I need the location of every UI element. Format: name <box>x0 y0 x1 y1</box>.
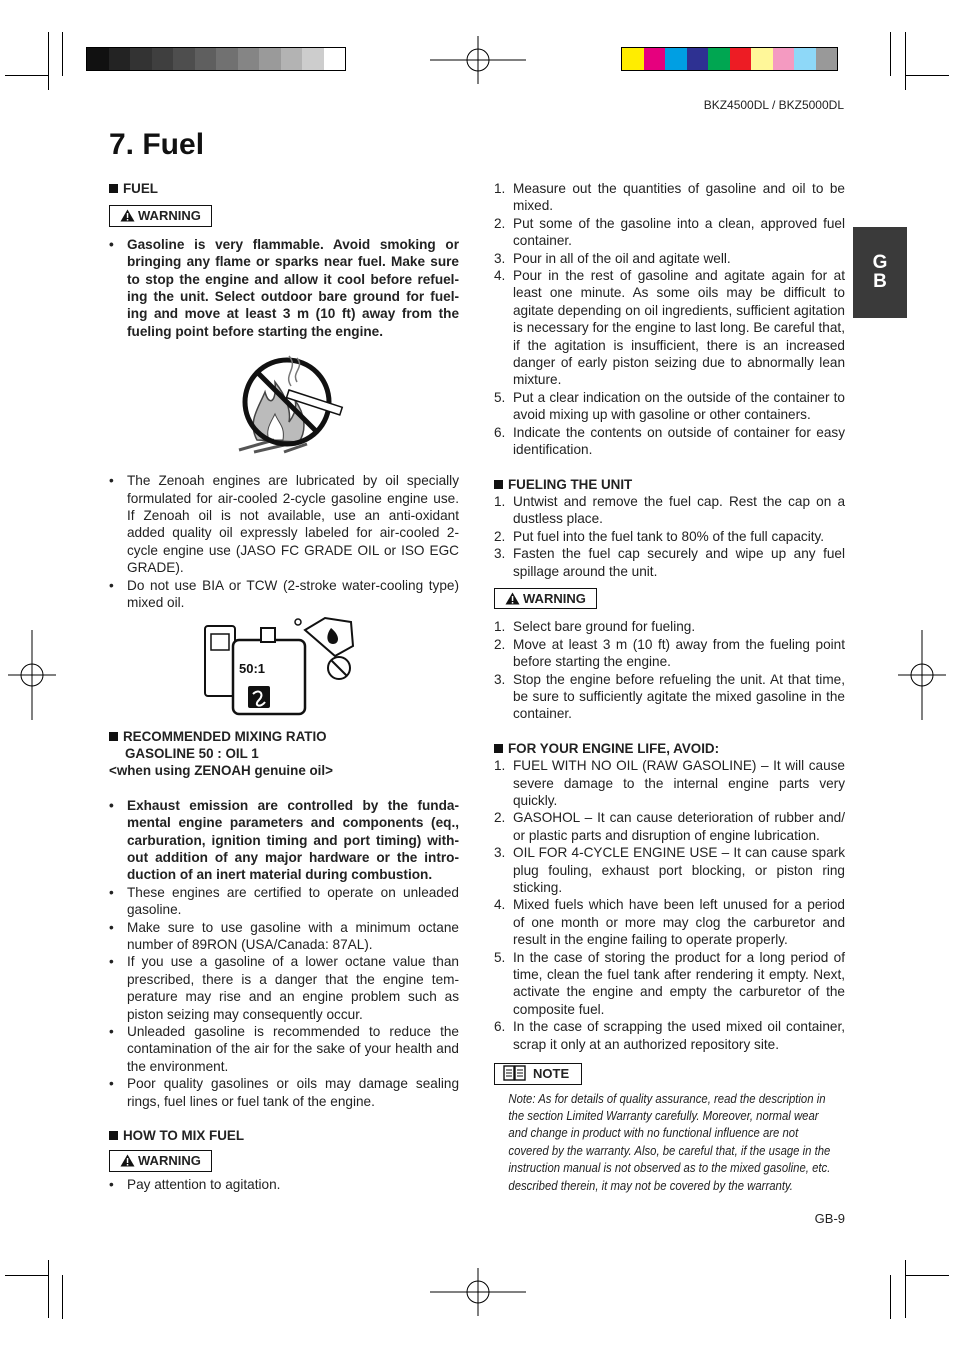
color-swatch <box>730 48 752 70</box>
list-item: 1. Untwist and remove the fuel cap. Rest the cap on a dustless place. <box>494 493 845 527</box>
list-item: 4. Pour in the rest of gasoline and agitate again for at least one minute. As some oils may be difficult to agitate depending on oil ingredients, sufficient agitation is necessary for the engine to last long. Be careful that, if the agitation is insufficient, there is an increased danger of early piston seizing due to abnormally lean mixture. <box>494 268 845 388</box>
color-swatch <box>152 48 174 70</box>
right-column <box>494 180 845 1195</box>
list-item: 4. Mixed fuels which have been left unused for a period of one month or more may clog the carburetor and result in the engine failing to operate properly. <box>494 897 845 948</box>
list-item: 2. Put fuel into the fuel tank to 80% of the full capacity. <box>494 528 825 544</box>
list-item: • Exhaust emission are controlled by the funda-mental engine parameters and components (eq., carburation, ignition timing and port timing) with-out addition of any major hardware or the intro-duction of an inert material during combustion. <box>109 797 459 884</box>
list-item: 1. Measure out the quantities of gasoline and oil to be mixed. <box>494 181 845 214</box>
color-bar <box>621 47 838 71</box>
note-label: NOTE <box>494 1063 582 1084</box>
list-item: 1. FUEL WITH NO OIL (RAW GASOLINE) – It will cause severe damage to the internal engine parts very quickly. <box>494 758 845 808</box>
mix-steps-list <box>494 180 845 459</box>
oil-list <box>109 472 459 611</box>
how-to-mix-heading: HOW TO MIX FUEL <box>109 1127 459 1144</box>
color-swatch <box>324 48 346 70</box>
list-item: 2. Move at least 3 m (10 ft) away from the fueling point before starting the engine. <box>494 636 845 670</box>
color-swatch <box>87 48 109 70</box>
list-item: 5. In the case of storing the product for a long period of time, clean the fuel tank after rendering it empty. Next, activate the engine and empty the carburetor of the composite fuel. <box>494 949 845 1017</box>
color-swatch <box>794 48 816 70</box>
list-item: • The Zenoah engines are lubricated by oil specially formulated for air-cooled 2-cycle gasoline engine use. If Zenoah oil is not available, use an anti-oxidant added quality oil expressly labeled for air-cooled 2-cycle engine use (JASO FC GRADE OIL or ISO EGC GRADE). <box>109 472 459 576</box>
list-item: 5. Put a clear indication on the outside of the container to avoid mixing up with gasoline or other containers. <box>494 389 845 423</box>
color-swatch <box>622 48 644 70</box>
list-item: 2. Put some of the gasoline into a clean, approved fuel container. <box>494 215 845 249</box>
color-swatch <box>302 48 324 70</box>
list-item: 3. Pour in all of the oil and agitate well. <box>494 250 731 266</box>
avoid-list <box>494 757 845 1053</box>
language-tab: G B <box>853 227 907 318</box>
mixing-ratio-note: <when using ZENOAH genuine oil> <box>109 763 333 779</box>
mix-warning-list <box>109 1176 459 1193</box>
note-book-icon <box>503 1065 527 1081</box>
color-swatch <box>109 48 131 70</box>
color-swatch <box>259 48 281 70</box>
list-item: 3. Fasten the fuel cap securely and wipe up any fuel spillage around the unit. <box>494 546 845 579</box>
list-item: 3. Stop the engine before refueling the unit. At that time, be sure to sufficiently agitate the mixed gasoline in the container. <box>494 671 845 722</box>
color-swatch <box>816 48 838 70</box>
mixing-ratio-value: GASOLINE 50 : OIL 1 <box>125 745 259 761</box>
list-item: • Pay attention to agitation. <box>109 1176 459 1193</box>
list-item: • Gasoline is very flammable. Avoid smoking or bringing any flame or sparks near fuel. Make sure to stop the engine and allow it cool before refuel-ing the unit. Select outdoor bare ground for fuel-ing and move at least 3 m (10 ft) away from the fueling point before starting the engine. <box>109 236 459 340</box>
color-swatch <box>644 48 666 70</box>
color-swatch <box>195 48 217 70</box>
fuel-heading: FUEL <box>109 180 459 197</box>
registration-mark-right <box>898 630 946 720</box>
color-swatch <box>238 48 260 70</box>
note-text: Note: As for details of quality assurance, read the description in the section Limited Warranty carefully. Moreover, normal wear and change in product with no functional influence are not covered by the warranty. Also, be careful that, if the usage in the instruction manual is not observed as to the mixed gasoline, etc. described therein, it may not be covered by the warranty. <box>508 1091 831 1193</box>
color-swatch <box>687 48 709 70</box>
fueling-steps-list <box>494 493 845 580</box>
color-swatch <box>751 48 773 70</box>
list-item: 6. Indicate the contents on outside of container for easy identification. <box>494 424 845 458</box>
list-item: • These engines are certified to operate on unleaded gasoline. <box>109 884 459 919</box>
color-swatch <box>665 48 687 70</box>
grayscale-bar <box>86 47 346 71</box>
list-item: 6. In the case of scrapping the used mixed oil container, scrap it only at an authorized repository site. <box>494 1019 845 1052</box>
mix-warning-label: WARNING <box>109 1150 212 1171</box>
list-item: 2. GASOHOL – It can cause deterioration of rubber and/ or plastic parts and disruption of engine lubrication. <box>494 810 845 843</box>
color-swatch <box>773 48 795 70</box>
list-item: • Poor quality gasolines or oils may damage sealing rings, fuel lines or fuel tank of the engine. <box>109 1075 459 1110</box>
list-item: 1. Select bare ground for fueling. <box>494 619 696 635</box>
warning-triangle-icon <box>505 592 520 605</box>
model-number: BKZ4500DL / BKZ5000DL <box>703 98 844 112</box>
color-swatch <box>708 48 730 70</box>
registration-mark-top <box>430 36 526 84</box>
warning-triangle-icon <box>120 209 135 222</box>
list-item: • Unleaded gasoline is recommended to reduce the contamination of the air for the sake of your health and the environment. <box>109 1023 459 1075</box>
list-item: 3. OIL FOR 4-CYCLE ENGINE USE – It can cause spark plug fouling, exhaust port blocking, or piston ring sticking. <box>494 845 845 896</box>
fuel-can-icon <box>203 616 363 716</box>
list-item: • If you use a gasoline of a lower octane value than prescribed, there is a danger that the engine tem-perature may rise and an engine problem such as piston seizing may consequently occur. <box>109 953 459 1023</box>
emission-bold-list <box>109 797 459 884</box>
fuel-warning-list <box>109 236 459 340</box>
warning-triangle-icon <box>120 1154 135 1167</box>
registration-mark-left <box>8 630 56 720</box>
fueling-warning-list <box>494 618 845 722</box>
fueling-warning-label: WARNING <box>494 588 597 609</box>
mixing-ratio-heading: RECOMMENDED MIXING RATIO <box>109 728 459 745</box>
fueling-heading: FUELING THE UNIT <box>494 476 845 493</box>
left-column <box>109 180 459 1193</box>
page-title: 7. Fuel <box>109 128 205 161</box>
color-swatch <box>173 48 195 70</box>
page-number: GB-9 <box>814 1211 845 1226</box>
list-item: • Make sure to use gasoline with a minimum octane number of 89RON (USA/Canada: 87AL). <box>109 919 459 954</box>
color-swatch <box>216 48 238 70</box>
registration-mark-bottom <box>430 1268 526 1316</box>
color-swatch <box>130 48 152 70</box>
avoid-heading: FOR YOUR ENGINE LIFE, AVOID: <box>494 740 845 757</box>
emission-list <box>109 884 459 1110</box>
can-ratio-label: 50:1 <box>239 660 266 676</box>
no-smoking-icon <box>229 352 359 462</box>
list-item: • Do not use BIA or TCW (2-stroke water-cooling type) mixed oil. <box>109 577 459 612</box>
warning-label: WARNING <box>109 205 212 226</box>
color-swatch <box>281 48 303 70</box>
